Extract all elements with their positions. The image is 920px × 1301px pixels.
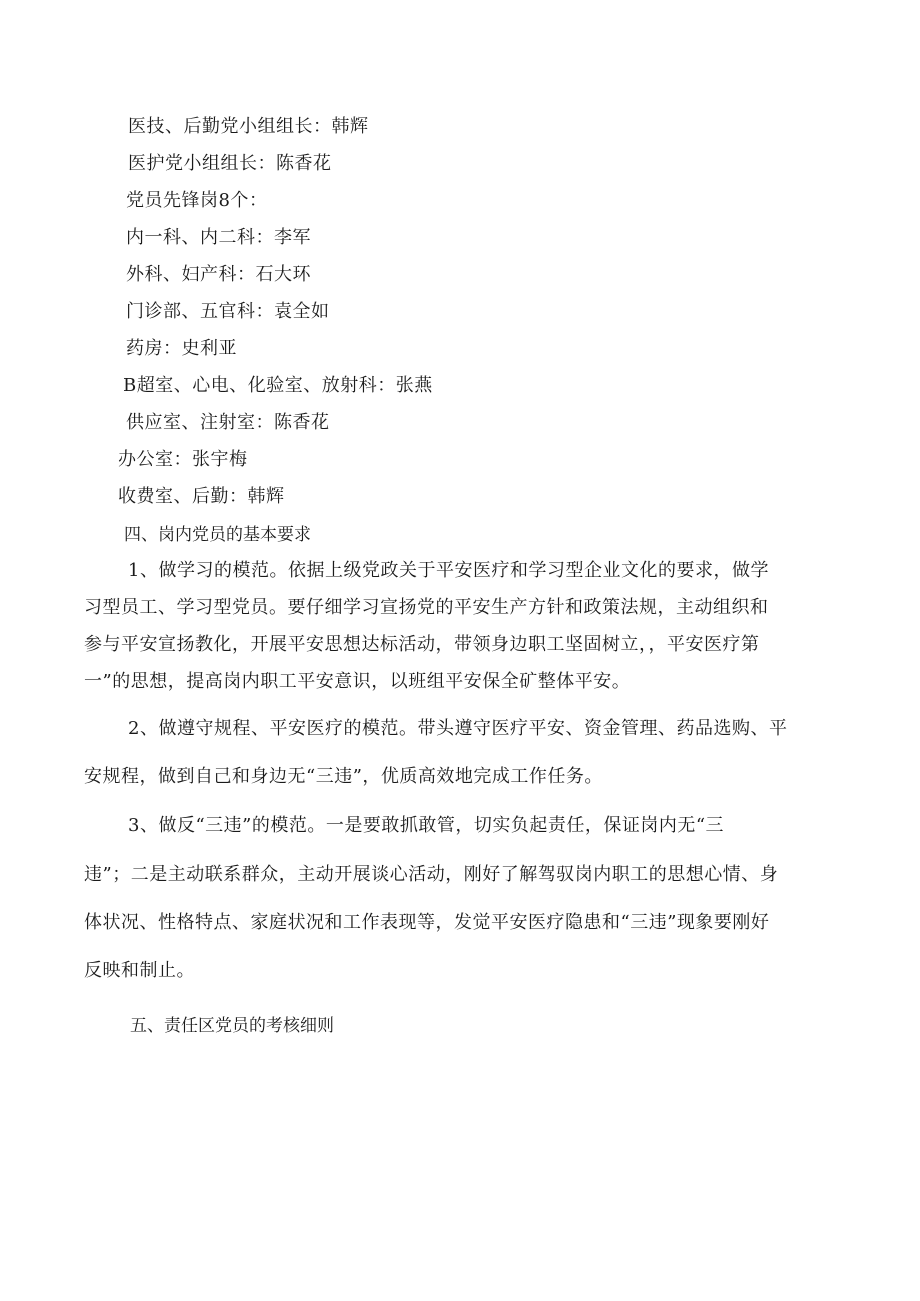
section-heading-4: 四、岗内党员的基本要求 [124, 525, 311, 545]
assignment-line: 内一科、内二科：李军 [126, 227, 311, 248]
assignment-line: 外科、妇产科：石大环 [126, 264, 311, 285]
assignment-line: 医护党小组组长：陈香花 [128, 153, 332, 174]
item2-line: 2、做遵守规程、平安医疗的模范。带头遵守医疗平安、资金管理、药品选购、平 [128, 718, 788, 739]
section-heading-5: 五、责任区党员的考核细则 [130, 1016, 334, 1036]
item3-line: 3、做反“三违”的模范。一是要敢抓敢管，切实负起责任，保证岗内无“三 [128, 815, 725, 836]
assignment-line: 党员先锋岗8个： [126, 190, 268, 211]
assignment-line: 供应室、注射室：陈香花 [126, 412, 330, 433]
item2-line: 安规程，做到自己和身边无“三违”，优质高效地完成工作任务。 [84, 766, 603, 787]
item3-line: 体状况、性格特点、家庭状况和工作表现等，发觉平安医疗隐患和“三违”现象要刚好 [84, 912, 770, 933]
item1-line: 参与平安宣扬教化，开展平安思想达标活动，带领身边职工坚固树立，，平安医疗第 [84, 634, 760, 655]
item3-line: 违”；二是主动联系群众，主动开展谈心活动，刚好了解驾驭岗内职工的思想心情、身 [84, 864, 779, 885]
assignment-line: 办公室：张宇梅 [118, 449, 248, 470]
assignment-line: B超室、心电、化验室、放射科：张燕 [123, 375, 433, 396]
assignment-line: 医技、后勤党小组组长：韩辉 [128, 116, 369, 137]
item1-line: 一”的思想，提高岗内职工平安意识，以班组平安保全矿整体平安。 [84, 671, 631, 692]
item1-line: 1、做学习的模范。依据上级党政关于平安医疗和学习型企业文化的要求，做学 [128, 560, 769, 581]
assignment-line: 药房：史利亚 [126, 338, 237, 359]
assignment-line: 收费室、后勤：韩辉 [118, 486, 285, 507]
assignment-line: 门诊部、五官科：袁全如 [126, 301, 330, 322]
item3-line: 反映和制止。 [84, 960, 195, 981]
item1-line: 习型员工、学习型党员。要仔细学习宣扬党的平安生产方针和政策法规，主动组织和 [84, 597, 769, 618]
